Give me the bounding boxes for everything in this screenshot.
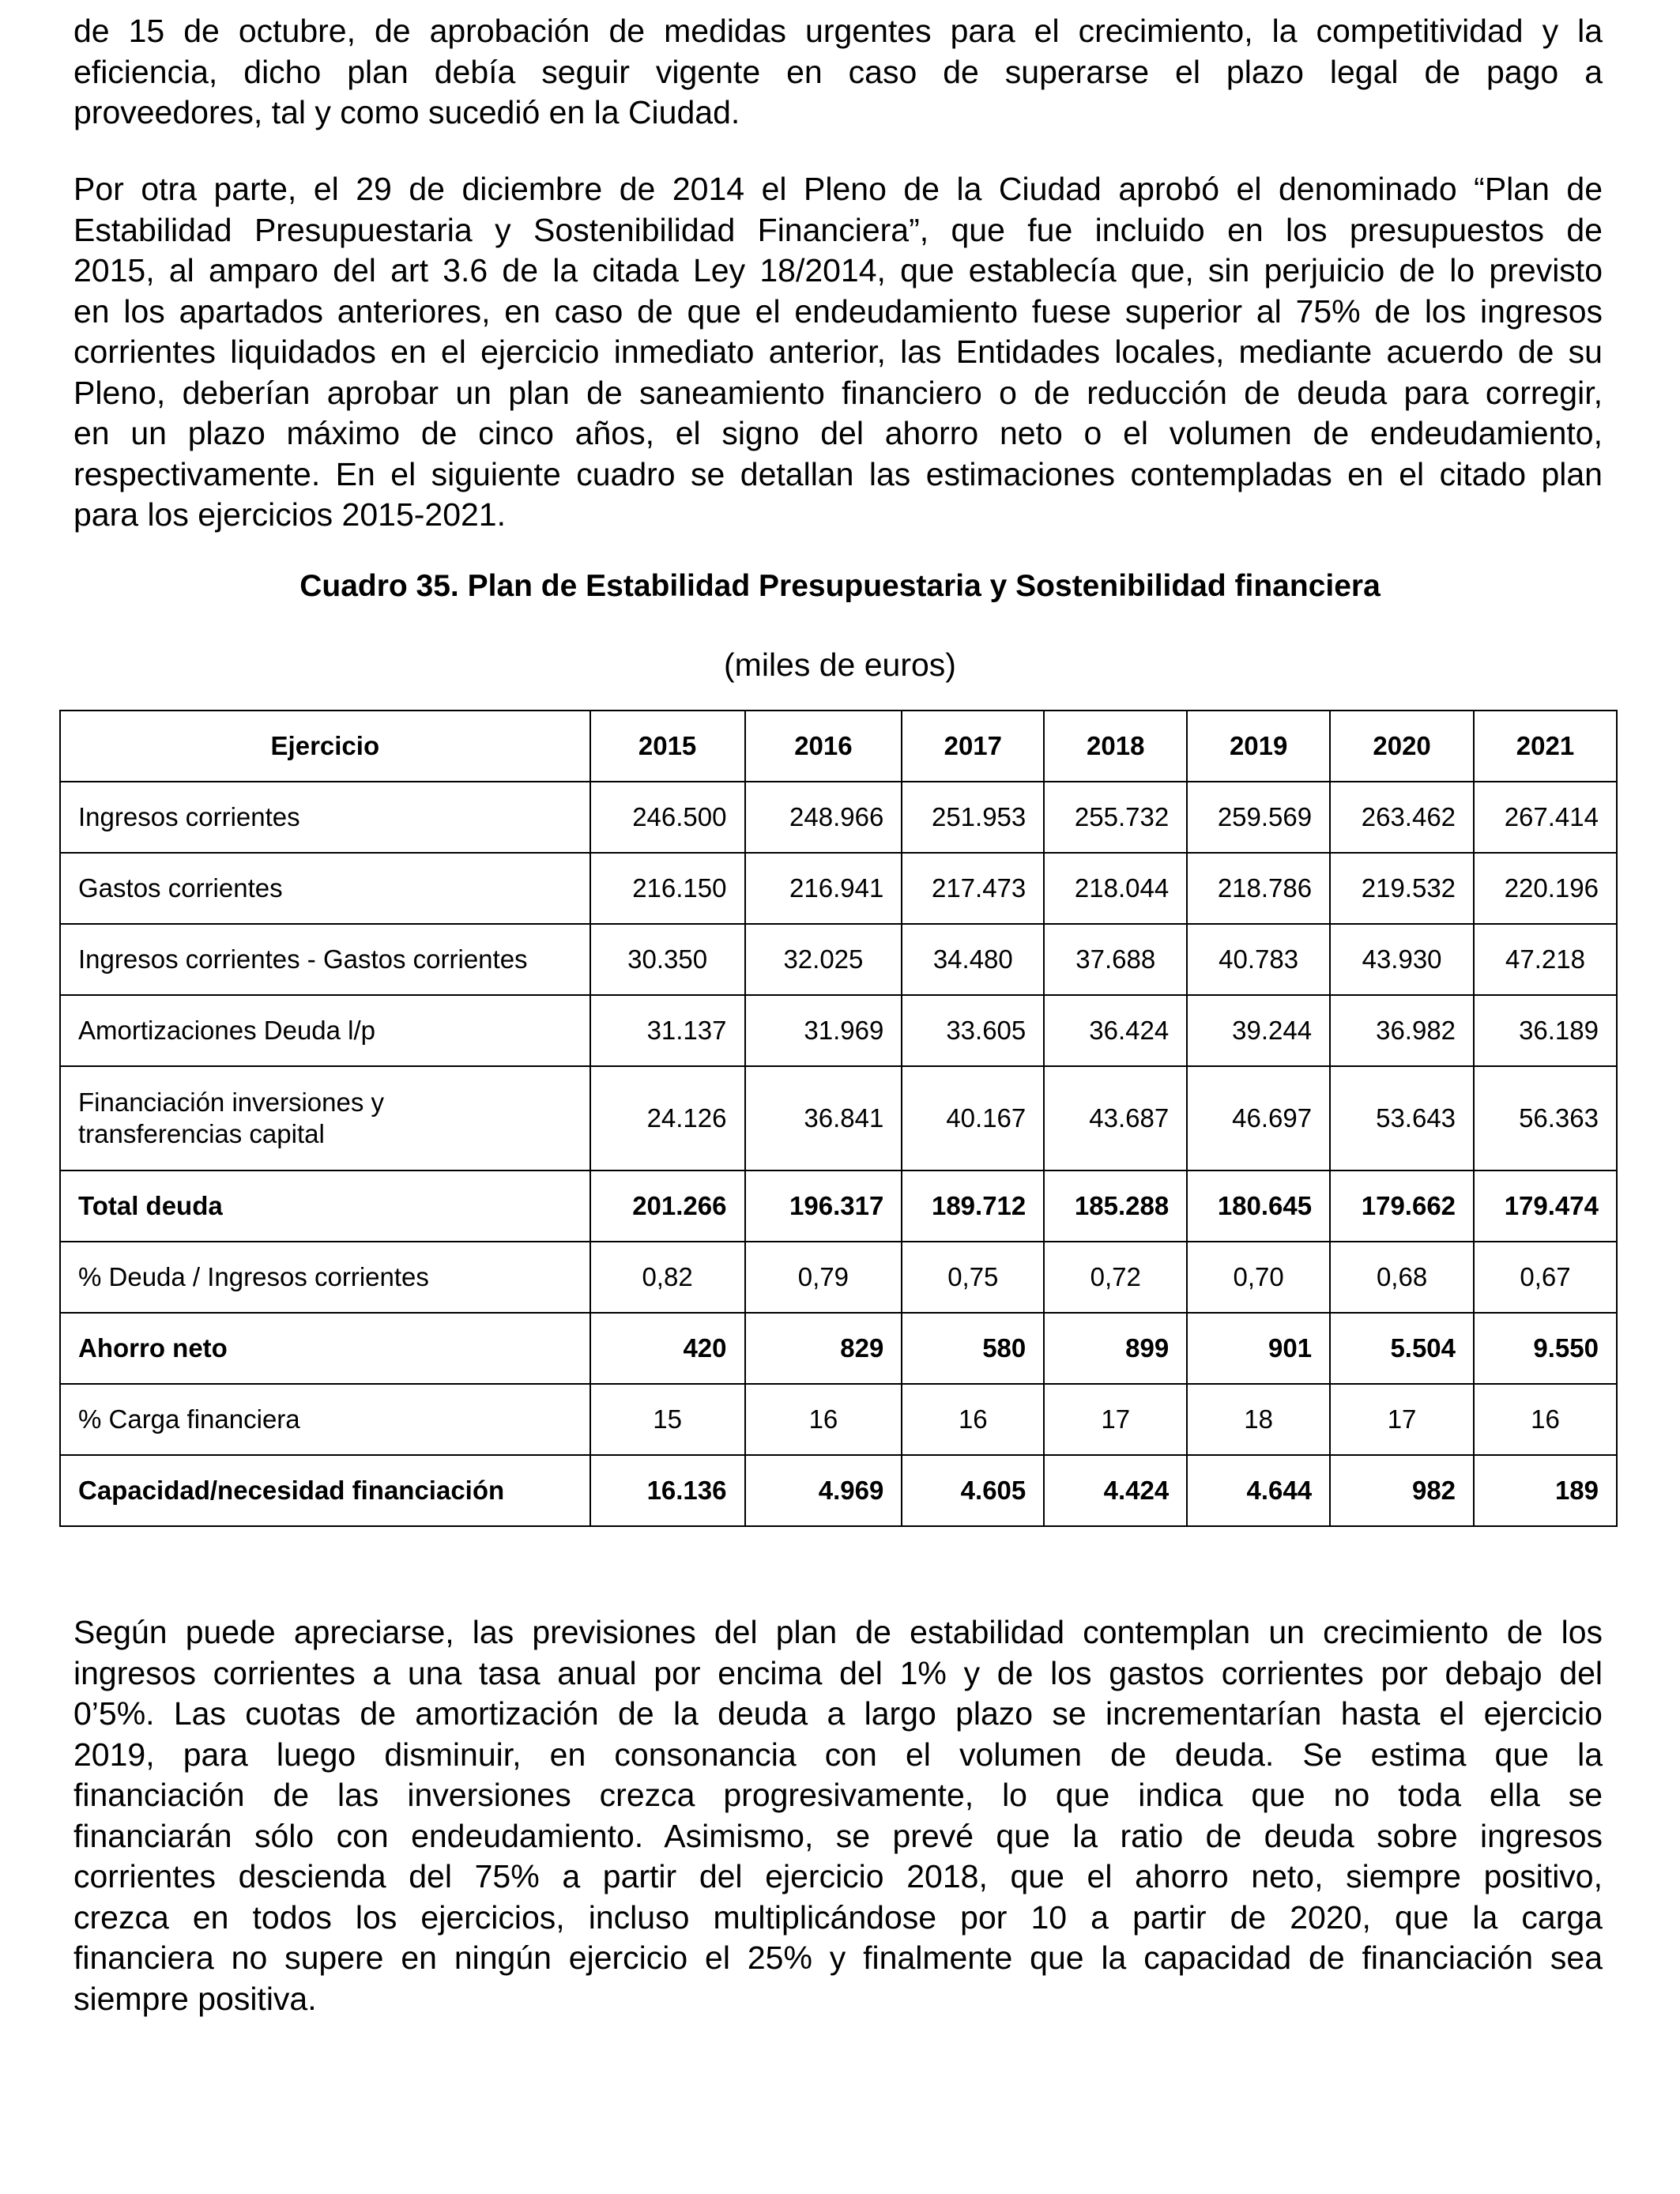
table-row — [60, 1066, 1617, 1171]
paragraph-analysis — [73, 1612, 1603, 2019]
text-line: 2019, para luego disminuir, en consonancia con el volumen de deuda. Se estima que la — [73, 1736, 1603, 1773]
table-cell: 43.930 — [1330, 924, 1474, 995]
table-row — [60, 1384, 1617, 1455]
table-cell: 53.643 — [1330, 1066, 1474, 1171]
text-line: en los apartados anteriores, en caso de que el endeudamiento fuese superior al 75% de los ingresos — [73, 292, 1603, 330]
text-line: de 15 de octubre, de aprobación de medidas urgentes para el crecimiento, la competitividad y la — [73, 13, 1603, 49]
table-cell: 901 — [1187, 1313, 1330, 1384]
table-cell: 420 — [590, 1313, 745, 1384]
text-line: proveedores, tal y como sucedió en la Ciudad. — [73, 94, 740, 130]
text-line: eficiencia, dicho plan debía seguir vigente en caso de superarse el plazo legal de pago a — [73, 53, 1603, 90]
table-cell: 39.244 — [1187, 995, 1330, 1066]
table-cell: 47.218 — [1474, 924, 1617, 995]
table-cell: 180.645 — [1187, 1171, 1330, 1242]
table-row — [60, 1242, 1617, 1313]
text-line: 0’5%. Las cuotas de amortización de la deuda a largo plazo se incrementarían hasta el ejercicio — [73, 1695, 1603, 1732]
table-cell: 259.569 — [1187, 782, 1330, 853]
table-cell: 43.687 — [1044, 1066, 1187, 1171]
table-cell: 201.266 — [590, 1171, 745, 1242]
text-line: Estabilidad Presupuestaria y Sostenibilidad Financiera”, que fue incluido en los presupuestos de — [73, 211, 1603, 248]
table-cell: 899 — [1044, 1313, 1187, 1384]
table-unit: (miles de euros) — [724, 647, 956, 683]
table-cell: 267.414 — [1474, 782, 1617, 853]
row-label: Ingresos corrientes — [60, 782, 590, 853]
header-cell: 2021 — [1474, 711, 1617, 782]
table-cell: 17 — [1330, 1384, 1474, 1455]
text-line: financiarán sólo con endeudamiento. Asimismo, se prevé que la ratio de deuda sobre ingresos — [73, 1817, 1603, 1854]
table-cell: 251.953 — [902, 782, 1044, 853]
table-cell: 0,72 — [1044, 1242, 1187, 1313]
text-line: Pleno, deberían aprobar un plan de saneamiento financiero o de reducción de deuda para corregir, — [73, 374, 1603, 411]
table-cell: 0,82 — [590, 1242, 745, 1313]
table-cell: 15 — [590, 1384, 745, 1455]
table-cell: 263.462 — [1330, 782, 1474, 853]
table-cell: 24.126 — [590, 1066, 745, 1171]
table-cell: 18 — [1187, 1384, 1330, 1455]
table-cell: 196.317 — [745, 1171, 902, 1242]
row-label: Amortizaciones Deuda l/p — [60, 995, 590, 1066]
table-cell: 40.783 — [1187, 924, 1330, 995]
table-cell: 36.841 — [745, 1066, 902, 1171]
row-label: % Deuda / Ingresos corrientes — [60, 1242, 590, 1313]
table-cell: 220.196 — [1474, 853, 1617, 924]
text-line: siempre positiva. — [73, 1980, 317, 2017]
table-cell: 17 — [1044, 1384, 1187, 1455]
header-cell: 2016 — [745, 711, 902, 782]
table-cell: 580 — [902, 1313, 1044, 1384]
table-cell: 4.644 — [1187, 1455, 1330, 1526]
table-row — [60, 853, 1617, 924]
text-line: corrientes liquidados en el ejercicio inmediato anterior, las Entidades locales, mediante acuerdo de su — [73, 334, 1603, 370]
table-cell: 9.550 — [1474, 1313, 1617, 1384]
row-label: % Carga financiera — [60, 1384, 590, 1455]
row-label-line: Financiación inversiones y — [78, 1088, 385, 1117]
table-cell: 189 — [1474, 1455, 1617, 1526]
table-cell: 255.732 — [1044, 782, 1187, 853]
table-cell: 0,75 — [902, 1242, 1044, 1313]
table-cell: 246.500 — [590, 782, 745, 853]
table-cell: 4.424 — [1044, 1455, 1187, 1526]
table-cell: 829 — [745, 1313, 902, 1384]
table-cell: 16 — [1474, 1384, 1617, 1455]
table-cell: 216.150 — [590, 853, 745, 924]
table-cell: 5.504 — [1330, 1313, 1474, 1384]
table-cell: 0,79 — [745, 1242, 902, 1313]
text-line: para los ejercicios 2015-2021. — [73, 496, 506, 533]
paragraph-plan-description — [73, 169, 1603, 536]
table-cell: 0,67 — [1474, 1242, 1617, 1313]
table-header-row — [60, 711, 1617, 782]
table-cell: 46.697 — [1187, 1066, 1330, 1171]
text-line: Por otra parte, el 29 de diciembre de 2014 el Pleno de la Ciudad aprobó el denominado “Plan de — [73, 171, 1603, 207]
table-cell: 185.288 — [1044, 1171, 1187, 1242]
table-title: Cuadro 35. Plan de Estabilidad Presupuestaria y Sostenibilidad financiera — [299, 569, 1381, 603]
table-cell: 218.786 — [1187, 853, 1330, 924]
table-cell: 36.424 — [1044, 995, 1187, 1066]
table-cell: 982 — [1330, 1455, 1474, 1526]
table-cell: 36.189 — [1474, 995, 1617, 1066]
table-cell: 32.025 — [745, 924, 902, 995]
table-cell: 40.167 — [902, 1066, 1044, 1171]
table-cell: 37.688 — [1044, 924, 1187, 995]
table-cell: 33.605 — [902, 995, 1044, 1066]
table-row — [60, 1171, 1617, 1242]
text-line: ingresos corrientes a una tasa anual por encima del 1% y de los gastos corrientes por debajo del — [73, 1654, 1603, 1691]
row-label: Ahorro neto — [60, 1313, 590, 1384]
table-cell: 179.474 — [1474, 1171, 1617, 1242]
table-cell: 34.480 — [902, 924, 1044, 995]
header-cell: 2015 — [590, 711, 745, 782]
table-cell: 216.941 — [745, 853, 902, 924]
header-cell: Ejercicio — [60, 711, 590, 782]
row-label: Gastos corrientes — [60, 853, 590, 924]
row-label: Total deuda — [60, 1171, 590, 1242]
stability-plan-table — [59, 710, 1618, 1527]
text-line: 2015, al amparo del art 3.6 de la citada Ley 18/2014, que establecía que, sin perjuicio de lo previsto — [73, 252, 1603, 288]
table-row — [60, 782, 1617, 853]
header-cell: 2018 — [1044, 711, 1187, 782]
table-cell: 0,70 — [1187, 1242, 1330, 1313]
table-cell: 179.662 — [1330, 1171, 1474, 1242]
table-cell: 4.605 — [902, 1455, 1044, 1526]
table-cell: 219.532 — [1330, 853, 1474, 924]
table-cell: 217.473 — [902, 853, 1044, 924]
table-cell: 248.966 — [745, 782, 902, 853]
table-cell: 16.136 — [590, 1455, 745, 1526]
table-cell: 30.350 — [590, 924, 745, 995]
table-cell: 16 — [745, 1384, 902, 1455]
table-row — [60, 1455, 1617, 1526]
table-cell: 189.712 — [902, 1171, 1044, 1242]
table-cell: 218.044 — [1044, 853, 1187, 924]
table-row — [60, 924, 1617, 995]
row-label-line: transferencias capital — [78, 1119, 325, 1148]
table-cell: 36.982 — [1330, 995, 1474, 1066]
text-line: Según puede apreciarse, las previsiones del plan de estabilidad contemplan un crecimiento de los — [73, 1614, 1603, 1650]
text-line: corrientes descienda del 75% a partir del ejercicio 2018, que el ahorro neto, siempre positivo, — [73, 1858, 1603, 1894]
text-line: crezca en todos los ejercicios, incluso multiplicándose por 10 a partir de 2020, que la carga — [73, 1898, 1603, 1936]
text-line: financiación de las inversiones crezca progresivamente, lo que indica que no toda ella se — [73, 1777, 1603, 1813]
header-cell: 2017 — [902, 711, 1044, 782]
table-cell: 4.969 — [745, 1455, 902, 1526]
paragraph-intro — [73, 11, 1603, 134]
table-cell: 16 — [902, 1384, 1044, 1455]
table-cell: 0,68 — [1330, 1242, 1474, 1313]
row-label: Ingresos corrientes - Gastos corrientes — [60, 924, 590, 995]
table-cell: 31.969 — [745, 995, 902, 1066]
header-cell: 2019 — [1187, 711, 1330, 782]
text-line: en un plazo máximo de cinco años, el signo del ahorro neto o el volumen de endeudamiento, — [73, 415, 1603, 451]
table-row — [60, 1313, 1617, 1384]
row-label: Capacidad/necesidad financiación — [60, 1455, 590, 1526]
table-row — [60, 995, 1617, 1066]
text-line: respectivamente. En el siguiente cuadro se detallan las estimaciones contempladas en el citado plan — [73, 455, 1603, 492]
header-cell: 2020 — [1330, 711, 1474, 782]
table-cell: 56.363 — [1474, 1066, 1617, 1171]
text-line: financiera no supere en ningún ejercicio el 25% y finalmente que la capacidad de financiación sea — [73, 1940, 1603, 1976]
row-label — [60, 1066, 590, 1171]
table-cell: 31.137 — [590, 995, 745, 1066]
